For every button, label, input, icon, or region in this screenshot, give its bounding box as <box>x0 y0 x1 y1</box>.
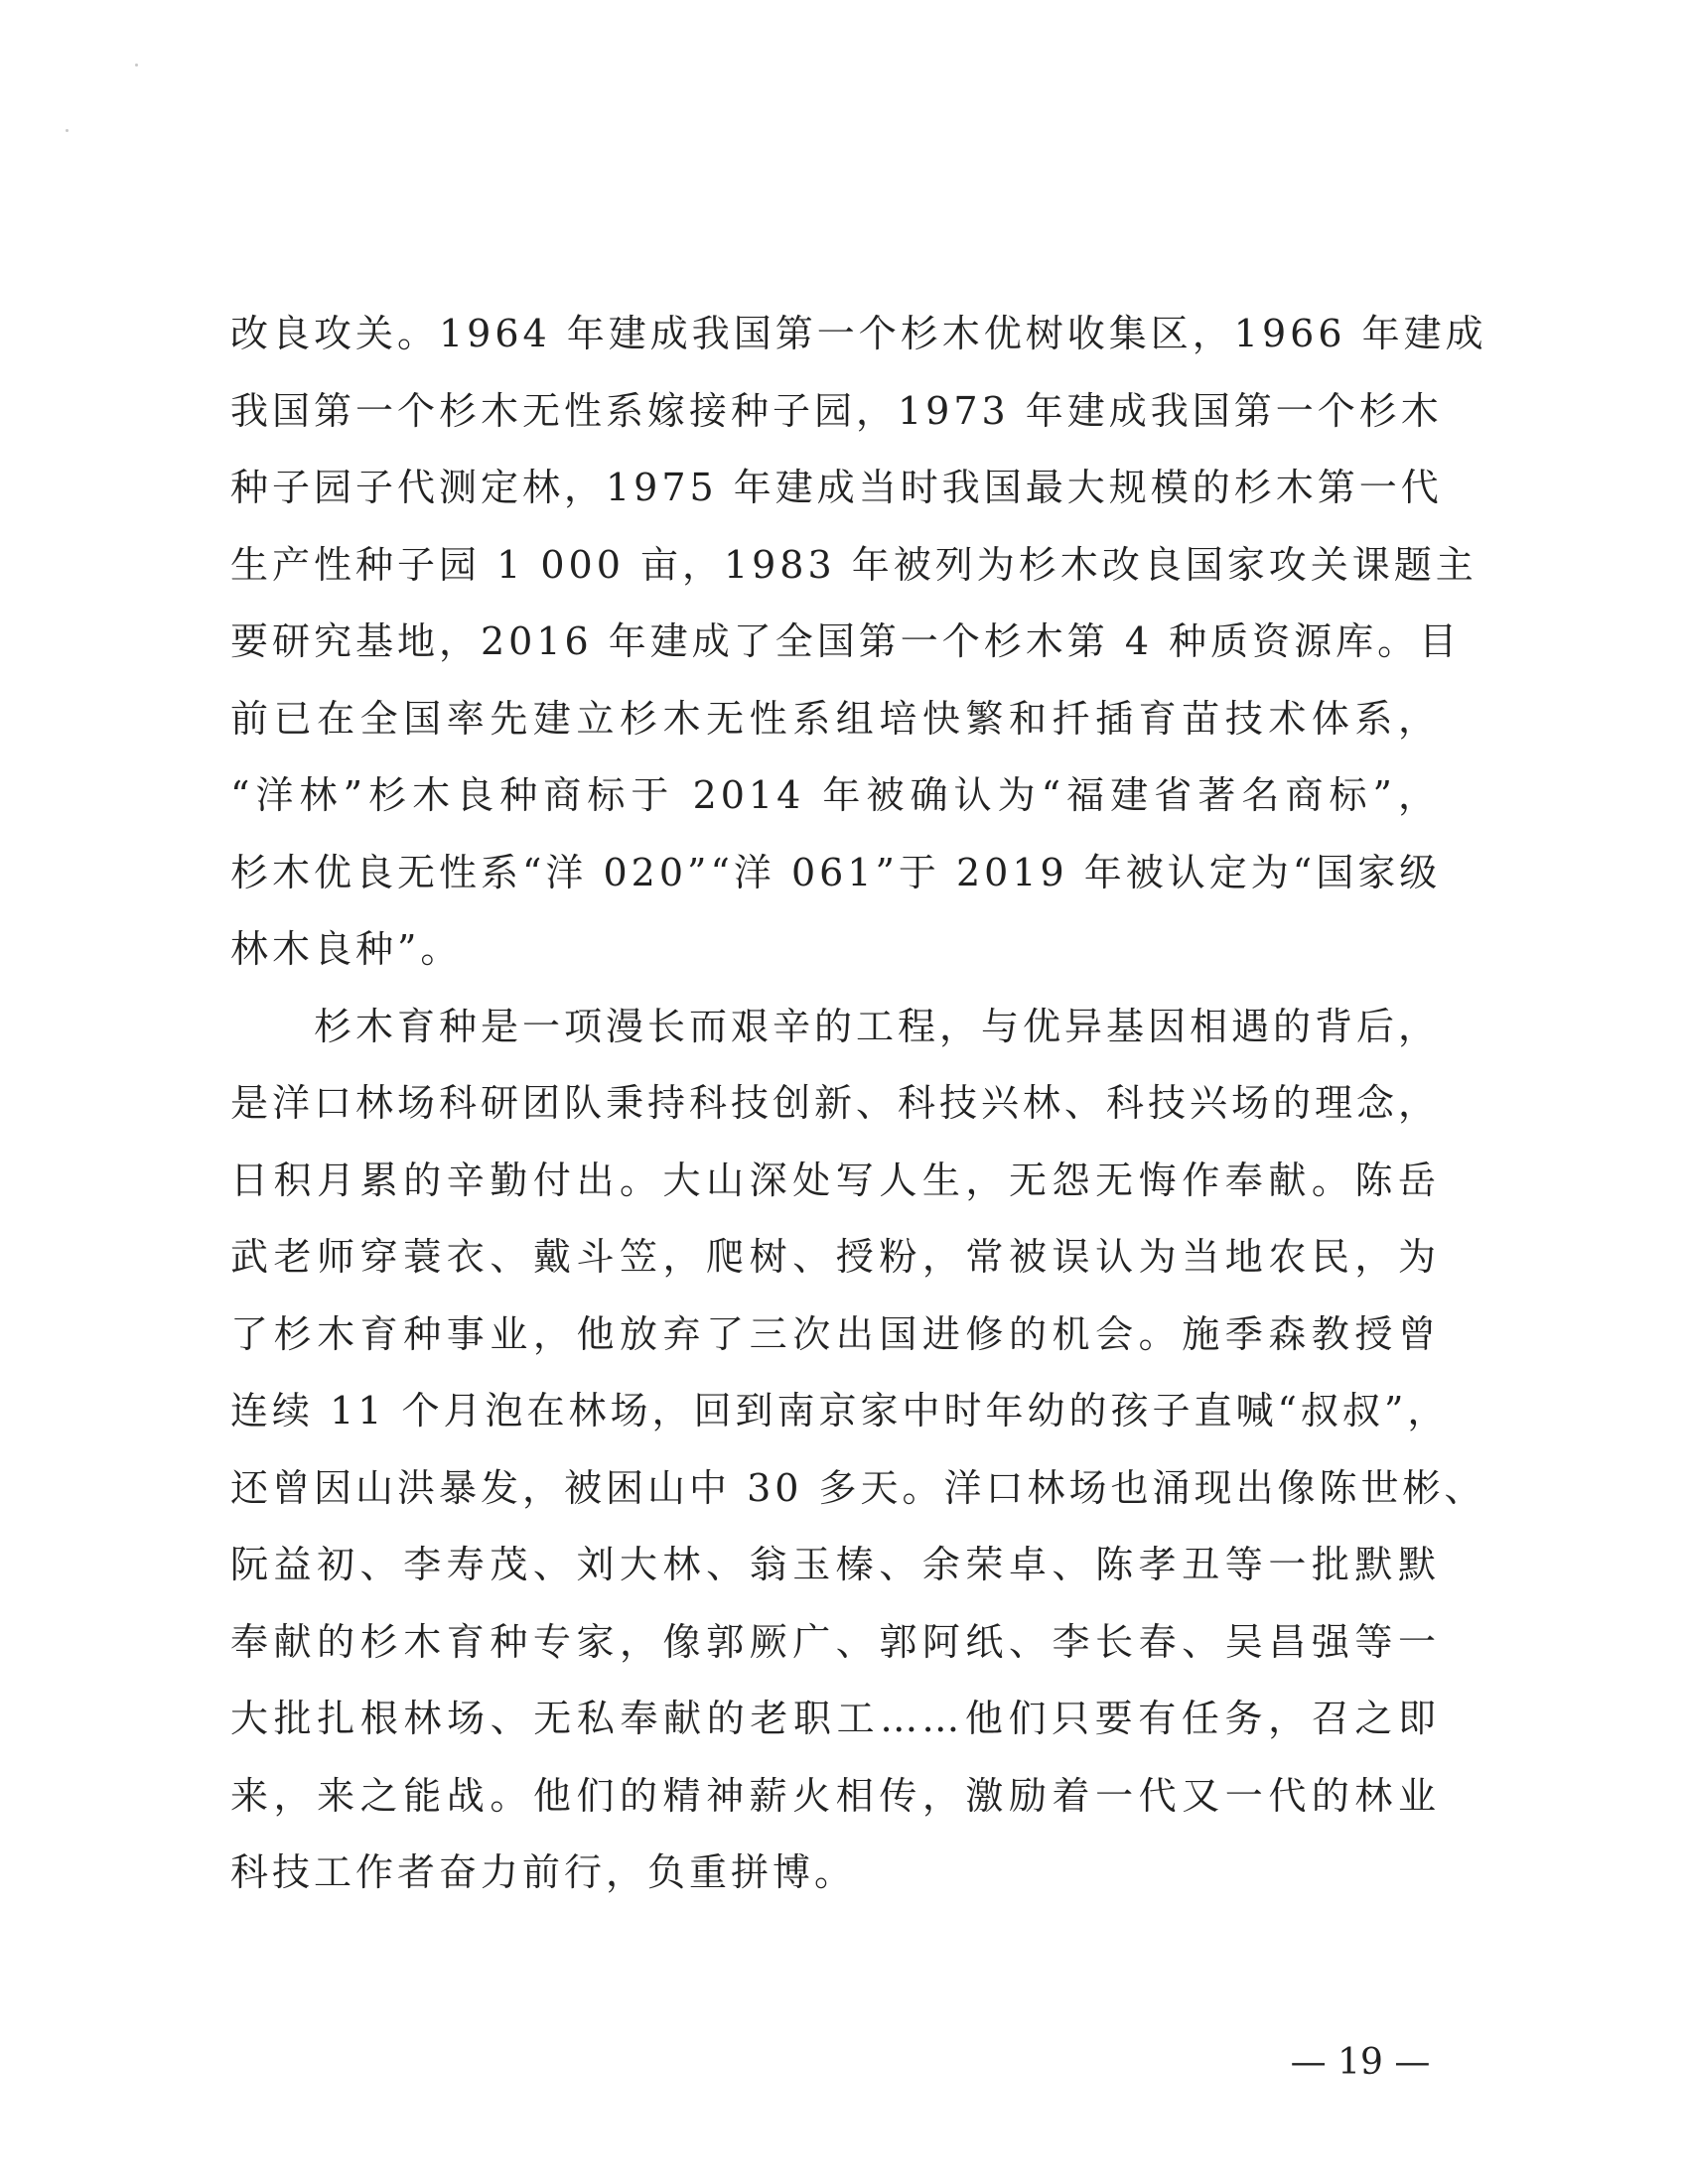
text-line: 武老师穿蓑衣、戴斗笠，爬树、授粉，常被误认为当地农民，为 <box>230 1235 1440 1279</box>
text-line: 生产性种子园 1 000 亩，1983 年被列为杉木改良国家攻关课题主 <box>230 542 1477 587</box>
text-line: 大批扎根林场、无私奉献的老职工……他们只要有任务，召之即 <box>230 1697 1440 1740</box>
scan-speck <box>135 64 138 67</box>
text-line: 要研究基地，2016 年建成了全国第一个杉木第 4 种质资源库。目 <box>230 619 1462 663</box>
text-line: 日积月累的辛勤付出。大山深处写人生，无怨无悔作奉献。陈岳 <box>230 1158 1440 1202</box>
text-line: 我国第一个杉木无性系嫁接种子园，1973 年建成我国第一个杉木 <box>230 388 1443 433</box>
text-line: 林木良种”。 <box>230 927 463 971</box>
text-line: 杉木育种是一项漫长而艰辛的工程，与优异基因相遇的背后， <box>314 1004 1441 1048</box>
text-line: 阮益初、李寿茂、刘大林、翁玉榛、余荣卓、陈孝丑等一批默默 <box>230 1543 1440 1586</box>
page-number: — 19 — <box>1290 2042 1431 2083</box>
text-line: 还曾因山洪暴发，被困山中 30 多天。洋口林场也涌现出像陈世彬、 <box>230 1465 1486 1510</box>
text-line: 杉木优良无性系“洋 020”“洋 061”于 2019 年被认定为“国家级 <box>230 850 1442 894</box>
scan-speck <box>66 129 69 132</box>
text-line: 奉献的杉木育种专家，像郭厥广、郭阿纸、李长春、吴昌强等一 <box>230 1619 1440 1664</box>
text-line: 改良攻关。1964 年建成我国第一个杉木优树收集区，1966 年建成 <box>230 312 1487 355</box>
text-line: “洋林”杉木良种商标于 2014 年被确认为“福建省著名商标”， <box>230 773 1440 817</box>
text-line: 连续 11 个月泡在林场，回到南京家中时年幼的孩子直喊“叔叔”， <box>230 1389 1450 1433</box>
text-line: 种子园子代测定林，1975 年建成当时我国最大规模的杉木第一代 <box>230 466 1443 509</box>
text-line: 科技工作者奋力前行，负重拼博。 <box>230 1850 857 1894</box>
text-line: 来，来之能战。他们的精神薪火相传，激励着一代又一代的林业 <box>230 1773 1440 1818</box>
paragraph-2 <box>230 989 1486 1912</box>
text-line: 前已在全国率先建立杉木无性系组培快繁和扦插育苗技术体系， <box>230 696 1440 741</box>
text-line: 是洋口林场科研团队秉持科技创新、科技兴林、科技兴场的理念， <box>230 1081 1441 1125</box>
paragraph-1 <box>230 296 1487 989</box>
text-line: 了杉木育种事业，他放弃了三次出国进修的机会。施季森教授曾 <box>230 1311 1440 1356</box>
body-text <box>230 296 1487 1912</box>
